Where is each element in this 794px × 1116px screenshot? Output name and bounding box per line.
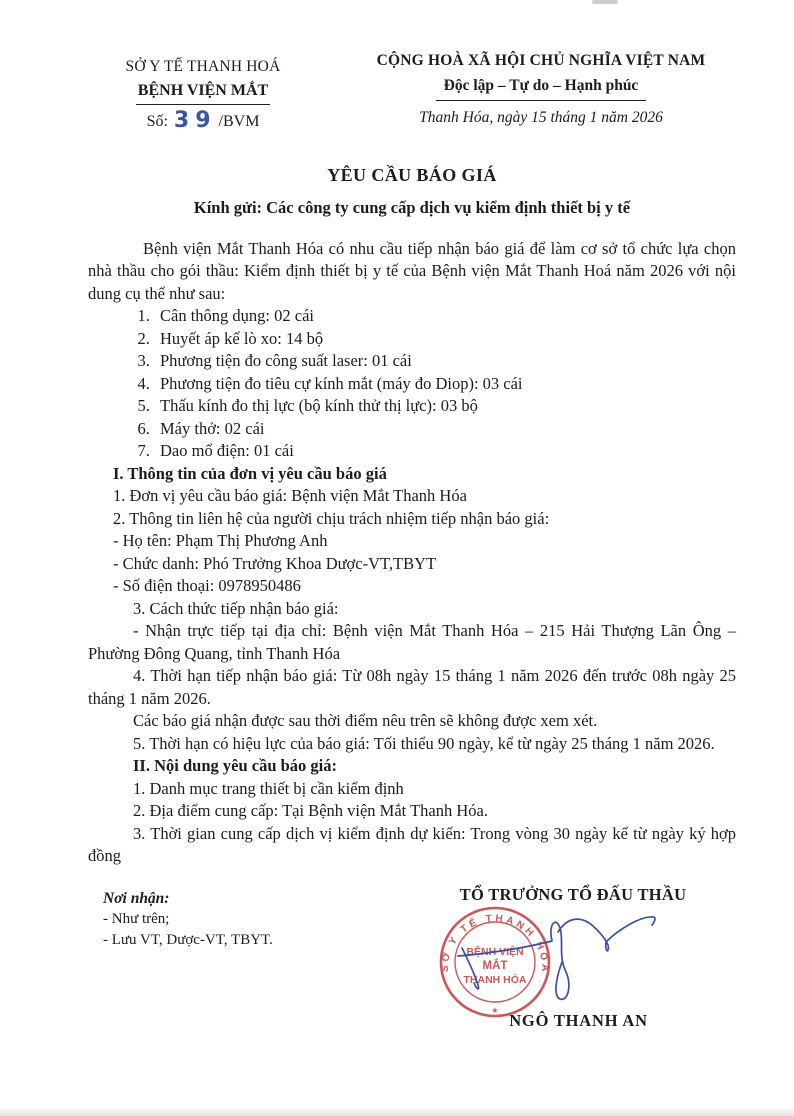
place-dateline: Thanh Hóa, ngày 15 tháng 1 năm 2026 — [419, 109, 663, 126]
equipment-item: 4. Phương tiện đo tiêu cự kính mắt (máy đo Diop): 03 cái — [154, 373, 736, 396]
section1-line: - Chức danh: Phó Trưởng Khoa Dược-VT,TBYT — [113, 553, 437, 573]
document-footer — [88, 882, 736, 1082]
doc-no-handwritten-value: 39 — [173, 108, 217, 133]
equipment-list — [88, 305, 736, 463]
recipients-heading: Nơi nhận: — [103, 889, 170, 907]
document-salutation: Kính gửi: Các công ty cung cấp dịch vụ kiểm định thiết bị y tế — [193, 198, 631, 217]
section1-heading: I. Thông tin của đơn vị yêu cầu báo giá — [113, 463, 387, 483]
parent-org-name: SỞ Y TẾ THANH HOÁ — [125, 58, 281, 75]
document-header — [88, 50, 736, 134]
stamp-center-line1: BỆNH VIỆN — [466, 945, 524, 958]
stamp-center-line2: MẮT — [482, 959, 508, 972]
document-body — [88, 238, 736, 868]
scan-edge-shadow — [0, 1106, 794, 1116]
equipment-item: 7. Dao mổ điện: 01 cái — [154, 440, 736, 463]
section1-paragraph: Các báo giá nhận được sau thời điểm nêu trên sẽ không được xem xét. — [133, 711, 598, 730]
equipment-item: 1. Cân thông dụng: 02 cái — [154, 305, 736, 328]
equipment-item: 5. Thấu kính đo thị lực (bộ kính thử thị lực): 03 bộ — [154, 395, 736, 418]
section1-line: - Họ tên: Phạm Thị Phương Anh — [113, 531, 328, 550]
stamp-ring-text: SỞ Y TẾ THANH HÓA — [439, 912, 551, 975]
equipment-item: 3. Phương tiện đo công suất laser: 01 cái — [154, 350, 736, 373]
doc-no-suffix: /BVM — [218, 113, 260, 130]
section2-heading: II. Nội dung yêu cầu báo giá: — [133, 756, 338, 775]
section2-paragraph: 3. Thời gian cung cấp dịch vị kiểm định dự kiến: Trong vòng 30 ngày kể từ ngày ký hợp đồng — [88, 823, 736, 865]
doc-no-label: Số: — [146, 113, 168, 130]
section1-line: 1. Đơn vị yêu cầu báo giá: Bệnh viện Mắt Thanh Hóa — [113, 486, 467, 505]
scan-smudge — [592, 0, 618, 4]
signer-role-title: TỔ TRƯỞNG TỔ ĐẤU THẦU — [459, 884, 687, 904]
document-title: YÊU CẦU BÁO GIÁ — [327, 164, 497, 185]
section1-paragraph: - Nhận trực tiếp tại địa chỉ: Bệnh viện Mắt Thanh Hóa – 215 Hải Thượng Lãn Ông – Phường Đông Quang, tỉnh Thanh Hóa — [88, 621, 736, 663]
stamp-star-icon: ★ — [491, 1005, 499, 1015]
equipment-item: 6. Máy thở: 02 cái — [154, 418, 736, 441]
equipment-item: 2. Huyết áp kế lò xo: 14 bộ — [154, 328, 736, 351]
document-number — [88, 109, 318, 134]
recipients-line: - Như trên; — [103, 910, 170, 927]
recipients-line: - Lưu VT, Dược-VT, TBYT. — [103, 931, 273, 948]
section2-paragraph: 1. Danh mục trang thiết bị cần kiểm định — [133, 778, 404, 798]
national-title: CỘNG HOÀ XÃ HỘI CHỦ NGHĨA VIỆT NAM — [376, 52, 706, 69]
section1-line: - Số điện thoại: 0978950486 — [113, 576, 301, 595]
signer-name: NGÔ THANH AN — [509, 1010, 648, 1030]
intro-paragraph: Bệnh viện Mắt Thanh Hóa có nhu cầu tiếp nhận báo giá để làm cơ sở tổ chức lựa chọn nhà thầu cho gói thầu: Kiểm định thiết bị y tế của Bệnh viện Mắt Thanh Hoá năm 2026 với nội dung cụ thể như sau: — [88, 238, 736, 303]
section2-paragraph: 2. Địa điểm cung cấp: Tại Bệnh viện Mắt Thanh Hóa. — [133, 801, 488, 820]
section1-line: 2. Thông tin liên hệ của người chịu trách nhiệm tiếp nhận báo giá: — [113, 508, 550, 528]
national-motto-block — [346, 50, 736, 130]
handwritten-signature-icon — [440, 890, 675, 1030]
issuing-org-block — [88, 50, 318, 134]
org-name: BỆNH VIỆN MẮT — [136, 80, 270, 106]
national-motto: Độc lập – Tự do – Hạnh phúc — [436, 73, 647, 102]
section1-paragraph: 3. Cách thức tiếp nhận báo giá: — [133, 598, 339, 618]
recipients-block — [103, 888, 273, 951]
section1-paragraph: 4. Thời hạn tiếp nhận báo giá: Từ 08h ngày 15 tháng 1 năm 2026 đến trước 08h ngày 25 tháng 1 năm 2026. — [88, 666, 736, 708]
section1-paragraph: 5. Thời hạn có hiệu lực của báo giá: Tối thiểu 90 ngày, kể từ ngày 25 tháng 1 năm 2026. — [133, 733, 715, 753]
stamp-center-line3: THANH HÓA — [463, 973, 527, 986]
